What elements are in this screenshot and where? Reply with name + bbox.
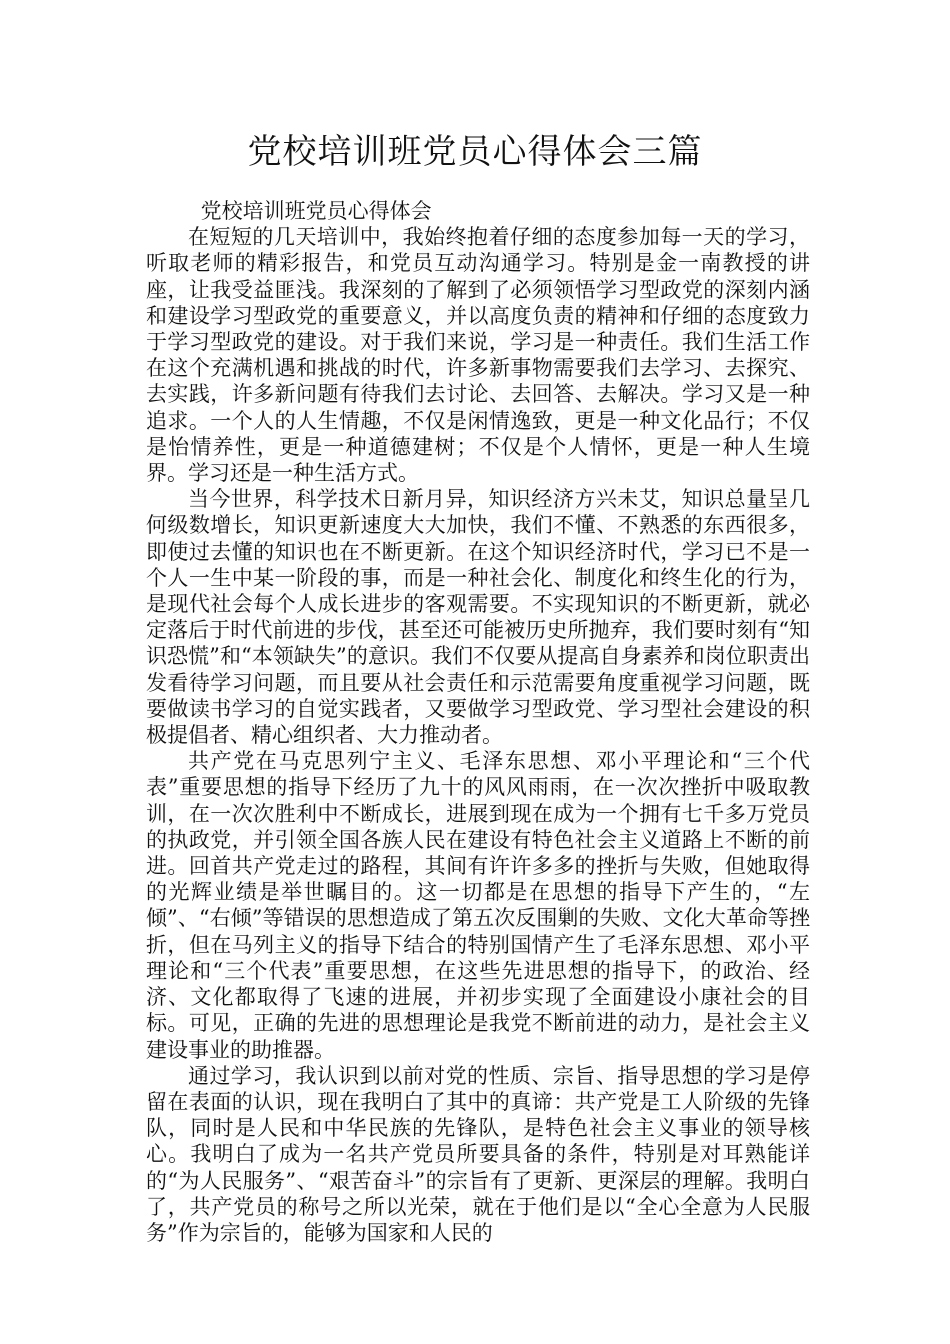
document-subtitle: 党校培训班党员心得体会 <box>200 199 432 223</box>
paragraph-4: 通过学习，我认识到以前对党的性质、宗旨、指导思想的学习是停留在表面的认识，现在我明白了其中的真谛：共产党是工人阶级的先锋队，同时是人民和中华民族的先锋队，是特色社会主义事业的领导核心。我明白了成为一名共产党员所要具备的条件，特别是对耳熟能详的“为人民服务”、“艰苦奋斗”的宗旨有了更新、更深层的理解。我明白了，共产党员的称号之所以光荣，就在于他们是以“全心全意为人民服务”作为宗旨的，能够为国家和人民的 <box>146 1063 810 1245</box>
document-title: 党校培训班党员心得体会三篇 <box>247 132 703 172</box>
paragraph-2: 当今世界，科学技术日新月异，知识经济方兴未艾，知识总量呈几何级数增长，知识更新速度大大加快，我们不懂、不熟悉的东西很多，即使过去懂的知识也在不断更新。在这个知识经济时代，学习已不是一个人一生中某一阶段的事，而是一种社会化、制度化和终生化的行为，是现代社会每个人成长进步的客观需要。不实现知识的不断更新，就必定落后于时代前进的步伐，甚至还可能被历史所抛弃，我们要时刻有“知识恐慌”和“本领缺失”的意识。我们不仅要从提高自身素养和岗位职责出发看待学习问题，而且要从社会责任和示范需要角度重视学习问题，既要做读书学习的自觉实践者，又要做学习型政党、学习型社会建设的积极提倡者、精心组织者、大力推动者。 <box>146 487 810 748</box>
paragraph-3: 共产党在马克思列宁主义、毛泽东思想、邓小平理论和“三个代表”重要思想的指导下经历了九十的风风雨雨，在一次次挫折中吸取教训，在一次次胜利中不断成长，进展到现在成为一个拥有七千多万党员的执政党，并引领全国各族人民在建设有特色社会主义道路上不断的前进。回首共产党走过的路程，其间有许许多多的挫折与失败，但她取得的光辉业绩是举世瞩目的。这一切都是在思想的指导下产生的，“左倾”、“右倾”等错误的思想造成了第五次反围剿的失败、文化大革命等挫折，但在马列主义的指导下结合的特别国情产生了毛泽东思想、邓小平理论和“三个代表”重要思想，在这些先进思想的指导下，的政治、经济、文化都取得了飞速的进展，并初步实现了全面建设小康社会的目标。可见，正确的先进的思想理论是我党不断前进的动力，是社会主义建设事业的助推器。 <box>146 749 810 1062</box>
paragraph-1: 在短短的几天培训中，我始终抱着仔细的态度参加每一天的学习，听取老师的精彩报告，和党员互动沟通学习。特别是金一南教授的讲座，让我受益匪浅。我深刻的了解到了必须领悟学习型政党的深刻内涵和建设学习型政党的重要意义，并以高度负责的精神和仔细的态度致力于学习型政党的建设。对于我们来说，学习是一种责任。我们生活工作在这个充满机遇和挑战的时代，许多新事物需要我们去学习、去探究、去实践，许多新问题有待我们去讨论、去回答、去解决。学习又是一种追求。一个人的人生情趣，不仅是闲情逸致，更是一种文化品行；不仅是怡情养性，更是一种道德建树；不仅是个人情怀，更是一种人生境界。学习还是一种生活方式。 <box>146 225 810 486</box>
document-body <box>146 198 810 1246</box>
